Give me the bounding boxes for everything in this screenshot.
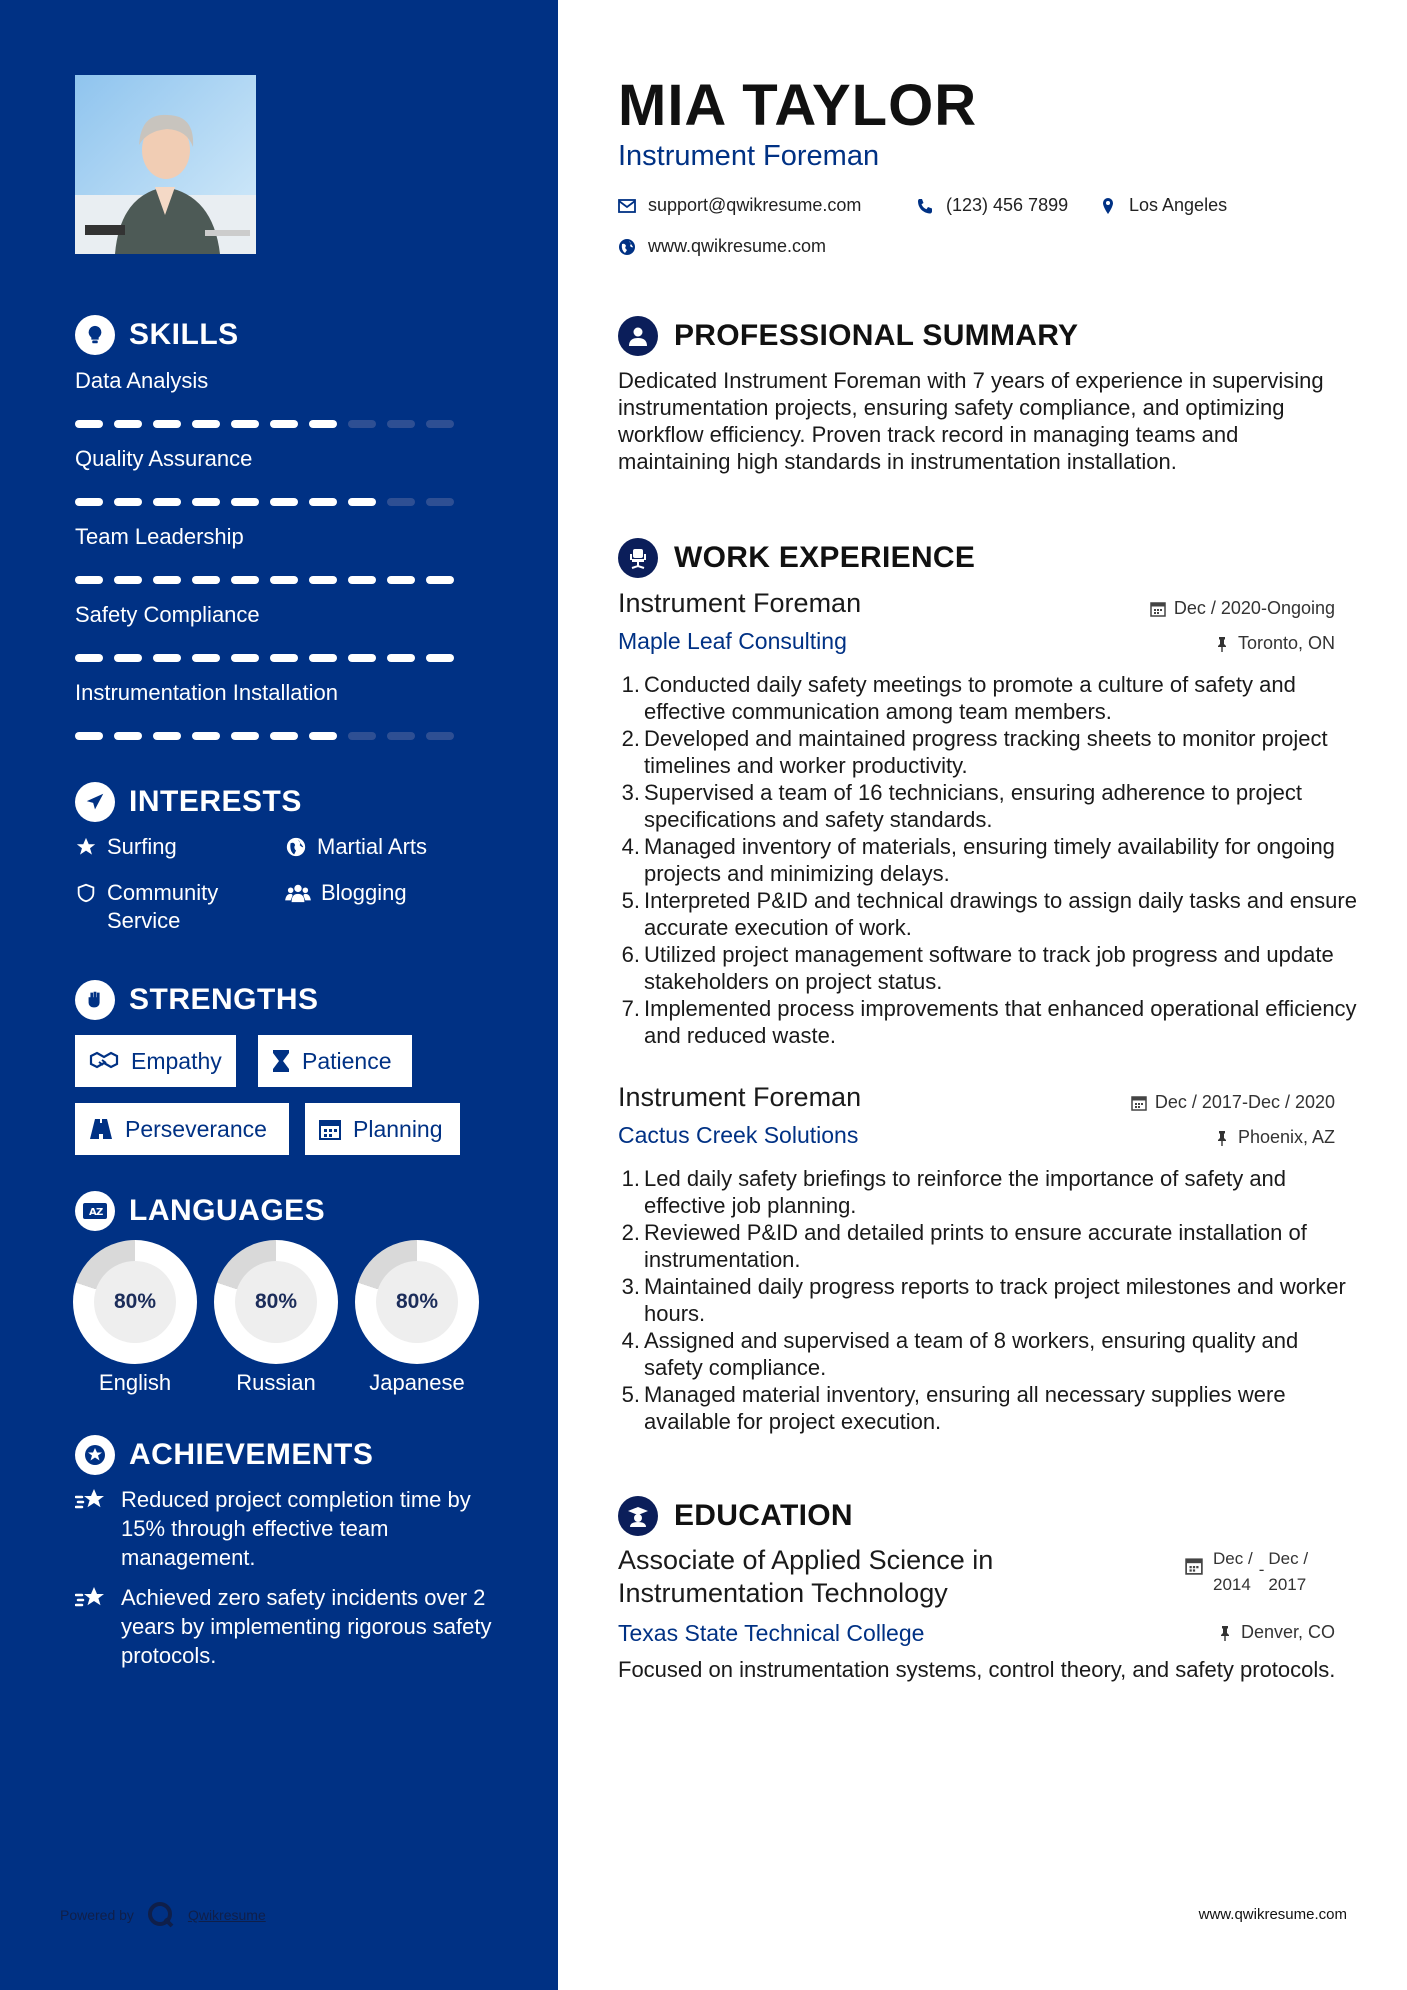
sidebar	[0, 0, 558, 1990]
education-heading	[618, 1496, 853, 1536]
duty-text: Conducted daily safety meetings to promote a culture of safety and effective communication among team members.	[644, 672, 1296, 724]
job-duties	[618, 671, 1358, 1049]
language-percent: 80%	[94, 1261, 176, 1343]
education-location-text: Denver, CO	[1240, 1622, 1335, 1642]
achievement-text: Reduced project completion time by 15% through effective team management.	[121, 1487, 471, 1570]
map-marker-icon	[1099, 197, 1117, 215]
calendar-icon	[1185, 1557, 1203, 1575]
achievements-heading-text: ACHIEVEMENTS	[129, 1438, 374, 1471]
summary-text: Dedicated Instrument Foreman with 7 years of experience in supervising instrumentation projects, ensuring safety compliance, and optimizing workflow efficiency. Proven track record in managing teams and maintaining high standards in instrumentation installation.	[618, 368, 1324, 474]
summary-heading-text: PROFESSIONAL SUMMARY	[674, 319, 1079, 352]
skill-dash-filled	[348, 576, 376, 584]
skill-dash-filled	[75, 576, 103, 584]
duty-text: Utilized project management software to track job progress and update stakeholders on project status.	[644, 942, 1334, 994]
skill-label: Team Leadership	[75, 524, 244, 549]
main-content	[558, 0, 1407, 1990]
skill-dash-empty	[348, 420, 376, 428]
contact-location	[1099, 195, 1227, 216]
skill-dash-filled	[114, 576, 142, 584]
company-name: Cactus Creek Solutions	[618, 1122, 859, 1148]
skill-item	[75, 678, 455, 740]
skill-dash-filled	[348, 498, 376, 506]
skill-dash-filled	[270, 498, 298, 506]
skill-dash-filled	[75, 654, 103, 662]
duty-item	[618, 995, 1358, 1049]
duty-item	[618, 1165, 1358, 1219]
interest-label: Blogging	[321, 880, 407, 905]
skill-dash-filled	[309, 654, 337, 662]
lightbulb-icon	[75, 315, 115, 355]
skill-dash-empty	[387, 732, 415, 740]
duty-item	[618, 725, 1358, 779]
education-date-end	[1268, 1546, 1308, 1598]
qwikresume-link[interactable]: Qwikresume	[187, 1907, 266, 1923]
duty-text: Managed inventory of materials, ensuring timely availability for ongoing projects and minimizing delays.	[644, 834, 1335, 886]
skill-item	[75, 444, 455, 506]
envelope-icon	[618, 197, 636, 215]
calendar-icon	[1131, 1095, 1147, 1111]
globe-icon	[285, 836, 307, 858]
job-date	[1131, 1092, 1335, 1113]
duty-text: Implemented process improvements that enhanced operational efficiency and reduced waste.	[644, 996, 1357, 1048]
duty-item	[618, 1219, 1358, 1273]
contact-phone[interactable]	[916, 195, 1068, 216]
language-item	[214, 1240, 338, 1396]
calendar-icon	[319, 1118, 341, 1140]
strength-label: Planning	[353, 1115, 443, 1142]
calendar-icon	[1150, 601, 1166, 617]
duty-item	[618, 941, 1358, 995]
duty-text: Interpreted P&ID and technical drawings to assign daily tasks and ensure accurate execution of work.	[644, 888, 1357, 940]
powered-by-text: Powered by	[60, 1907, 134, 1923]
experience-heading	[618, 538, 975, 578]
skill-dash-empty	[387, 420, 415, 428]
skill-dash-filled	[153, 498, 181, 506]
skill-item	[75, 600, 455, 662]
interests-heading	[75, 782, 302, 822]
skill-dash-filled	[192, 576, 220, 584]
duty-text: Supervised a team of 16 technicians, ensuring adherence to project specifications and safety standards.	[644, 780, 1302, 832]
skill-dash-empty	[426, 498, 454, 506]
experience-heading-text: WORK EXPERIENCE	[674, 541, 976, 574]
pushpin-icon	[1214, 636, 1230, 652]
education-date	[1185, 1546, 1308, 1598]
duty-item	[618, 833, 1358, 887]
duty-text: Reviewed P&ID and detailed prints to ensure accurate installation of instrumentation.	[644, 1220, 1307, 1272]
duty-item	[618, 1273, 1358, 1327]
duty-number: 4.	[621, 834, 640, 859]
duty-number: 2.	[621, 1220, 640, 1245]
strength-label: Patience	[302, 1047, 392, 1074]
skill-dash-empty	[387, 498, 415, 506]
skill-dash-filled	[270, 654, 298, 662]
skill-dash-filled	[75, 420, 103, 428]
skill-level-bar	[75, 654, 455, 662]
skill-dash-filled	[231, 498, 259, 506]
skill-dash-filled	[192, 732, 220, 740]
strength-label: Perseverance	[125, 1115, 267, 1142]
skill-dash-filled	[192, 420, 220, 428]
education-date-end-year: 2017	[1268, 1575, 1307, 1594]
school-name: Texas State Technical College	[618, 1620, 925, 1646]
star-icon	[75, 836, 97, 858]
duty-number: 2.	[621, 726, 640, 751]
language-percent: 80%	[376, 1261, 458, 1343]
job-duties	[618, 1165, 1358, 1435]
interest-label: Martial Arts	[317, 834, 428, 859]
duty-number: 3.	[621, 780, 640, 805]
job-date	[1150, 598, 1335, 619]
education-date-separator: -	[1258, 1560, 1265, 1579]
footer-url[interactable]: www.qwikresume.com	[1198, 1906, 1347, 1923]
duty-number: 5.	[621, 1382, 640, 1407]
skills-heading	[75, 315, 239, 355]
interest-item	[285, 879, 407, 907]
language-percent: 80%	[235, 1261, 317, 1343]
interest-item	[285, 833, 427, 861]
duty-number: 1.	[621, 1166, 640, 1191]
skill-dash-filled	[270, 732, 298, 740]
phone-icon	[916, 197, 934, 215]
company-name: Maple Leaf Consulting	[618, 628, 847, 654]
phone-text: (123) 456 7899	[946, 195, 1069, 215]
duty-number: 1.	[621, 672, 640, 697]
skill-dash-filled	[309, 732, 337, 740]
interest-label: Surfing	[107, 834, 177, 859]
skill-level-bar	[75, 498, 455, 506]
duty-number: 7.	[621, 996, 640, 1021]
summary-heading	[618, 316, 1078, 356]
duty-item	[618, 1327, 1358, 1381]
email-text: support@qwikresume.com	[648, 195, 862, 215]
job-title: Instrument Foreman	[618, 1082, 862, 1112]
education-description: Focused on instrumentation systems, control theory, and safety protocols.	[618, 1657, 1336, 1682]
translate-icon	[75, 1191, 115, 1231]
job-title: Instrument Foreman	[618, 588, 862, 618]
education-heading-text: EDUCATION	[674, 1499, 853, 1532]
users-icon	[285, 882, 311, 904]
skill-dash-filled	[231, 654, 259, 662]
strengths-heading-text: STRENGTHS	[129, 983, 319, 1016]
interest-item	[75, 833, 177, 861]
pushpin-icon	[1214, 1130, 1230, 1146]
language-name: English	[98, 1370, 172, 1395]
skill-level-bar	[75, 732, 455, 740]
education-date-end-month: Dec /	[1268, 1549, 1309, 1568]
duty-text: Managed material inventory, ensuring all necessary supplies were available for project execution.	[644, 1382, 1286, 1434]
skill-dash-filled	[192, 498, 220, 506]
skill-dash-filled	[231, 576, 259, 584]
skill-dash-filled	[114, 732, 142, 740]
achievements-heading	[75, 1435, 373, 1475]
job-date-text: Dec / 2017-Dec / 2020	[1154, 1092, 1335, 1112]
skill-dash-filled	[426, 654, 454, 662]
contact-email[interactable]	[618, 195, 861, 216]
language-ring	[214, 1240, 338, 1364]
shield-icon	[75, 882, 97, 904]
road-icon	[89, 1118, 113, 1140]
language-item	[73, 1240, 197, 1396]
skill-dash-empty	[426, 420, 454, 428]
skill-dash-filled	[309, 498, 337, 506]
globe-icon	[618, 238, 636, 256]
education-date-start	[1213, 1546, 1253, 1598]
skill-item	[75, 366, 455, 428]
skill-dash-filled	[75, 498, 103, 506]
achievement-item	[75, 1583, 515, 1670]
svg-text:A: A	[89, 1207, 98, 1218]
website-text: www.qwikresume.com	[648, 236, 827, 256]
achievement-text: Achieved zero safety incidents over 2 years by implementing rigorous safety protocols.	[121, 1585, 492, 1668]
person-role: Instrument Foreman	[618, 140, 880, 172]
education-location	[1217, 1622, 1335, 1643]
languages-heading-text: LANGUAGES	[129, 1194, 326, 1227]
skill-dash-filled	[153, 576, 181, 584]
skill-label: Data Analysis	[75, 368, 209, 393]
contact-website[interactable]	[618, 236, 826, 257]
strengths-heading	[75, 980, 319, 1020]
job-location-text: Toronto, ON	[1237, 633, 1335, 653]
duty-text: Developed and maintained progress tracking sheets to monitor project timelines and worker productivity.	[644, 726, 1328, 778]
language-ring	[355, 1240, 479, 1364]
duty-item	[618, 1381, 1358, 1435]
fist-icon	[75, 980, 115, 1020]
job-location	[1214, 633, 1335, 654]
skill-label: Quality Assurance	[75, 446, 253, 471]
language-item	[355, 1240, 479, 1396]
interest-item	[75, 879, 265, 935]
duty-number: 3.	[621, 1274, 640, 1299]
pushpin-icon	[1217, 1625, 1233, 1641]
education-date-start-month: Dec /	[1213, 1549, 1253, 1568]
skill-dash-filled	[387, 654, 415, 662]
skill-dash-empty	[348, 732, 376, 740]
skill-dash-filled	[114, 420, 142, 428]
shooting-star-icon	[75, 1487, 107, 1515]
duty-text: Assigned and supervised a team of 8 workers, ensuring quality and safety compliance.	[644, 1328, 1299, 1380]
job-date-text: Dec / 2020-Ongoing	[1173, 598, 1335, 618]
skill-dash-filled	[270, 420, 298, 428]
graduate-icon	[618, 1496, 658, 1536]
duty-item	[618, 779, 1358, 833]
award-star-icon	[75, 1435, 115, 1475]
duty-number: 5.	[621, 888, 640, 913]
skill-dash-filled	[231, 732, 259, 740]
skill-dash-empty	[426, 732, 454, 740]
hourglass-icon	[272, 1049, 290, 1073]
user-icon	[618, 316, 658, 356]
duty-number: 6.	[621, 942, 640, 967]
skill-dash-filled	[387, 576, 415, 584]
skill-level-bar	[75, 576, 455, 584]
duty-item	[618, 671, 1358, 725]
skill-label: Instrumentation Installation	[75, 680, 338, 705]
education-date-start-year: 2014	[1213, 1575, 1251, 1594]
language-name: Japanese	[369, 1370, 465, 1395]
strength-chip	[305, 1103, 460, 1155]
svg-text:Z: Z	[96, 1207, 104, 1218]
language-name: Russian	[236, 1370, 316, 1395]
skill-item	[75, 522, 455, 584]
handshake-icon	[89, 1050, 119, 1072]
duty-number: 4.	[621, 1328, 640, 1353]
languages-heading	[75, 1191, 325, 1231]
skill-dash-filled	[426, 576, 454, 584]
skill-dash-filled	[231, 420, 259, 428]
skill-dash-filled	[153, 732, 181, 740]
degree-title: Associate of Applied Science in Instrumentation Technology	[618, 1545, 994, 1608]
skill-label: Safety Compliance	[75, 602, 260, 627]
duty-text: Led daily safety briefings to reinforce the importance of safety and effective job planning.	[644, 1166, 1287, 1218]
duty-item	[618, 887, 1358, 941]
office-chair-icon	[618, 538, 658, 578]
achievement-item	[75, 1485, 515, 1572]
interest-label: Community Service	[107, 880, 219, 933]
interests-heading-text: INTERESTS	[129, 785, 302, 818]
skill-dash-filled	[153, 654, 181, 662]
powered-by	[60, 1900, 266, 1930]
skill-dash-filled	[114, 498, 142, 506]
skill-dash-filled	[114, 654, 142, 662]
skill-dash-filled	[270, 576, 298, 584]
skills-heading-text: SKILLS	[129, 318, 239, 351]
shooting-star-icon	[75, 1585, 107, 1613]
strength-chip	[75, 1103, 289, 1155]
qwikresume-logo-icon	[146, 1900, 176, 1930]
skill-dash-filled	[348, 654, 376, 662]
person-name: MIA TAYLOR	[618, 73, 978, 138]
job-location	[1214, 1127, 1335, 1148]
paper-plane-icon	[75, 782, 115, 822]
language-ring	[73, 1240, 197, 1364]
strength-chip	[258, 1035, 412, 1087]
location-text: Los Angeles	[1129, 195, 1228, 215]
profile-photo	[75, 75, 256, 254]
duty-text: Maintained daily progress reports to track project milestones and worker hours.	[644, 1274, 1346, 1326]
skill-dash-filled	[75, 732, 103, 740]
skill-dash-filled	[192, 654, 220, 662]
strength-chip	[75, 1035, 236, 1087]
strength-label: Empathy	[131, 1047, 222, 1074]
skill-level-bar	[75, 420, 455, 428]
skill-dash-filled	[153, 420, 181, 428]
job-location-text: Phoenix, AZ	[1237, 1127, 1335, 1147]
skill-dash-filled	[309, 576, 337, 584]
skill-dash-filled	[309, 420, 337, 428]
